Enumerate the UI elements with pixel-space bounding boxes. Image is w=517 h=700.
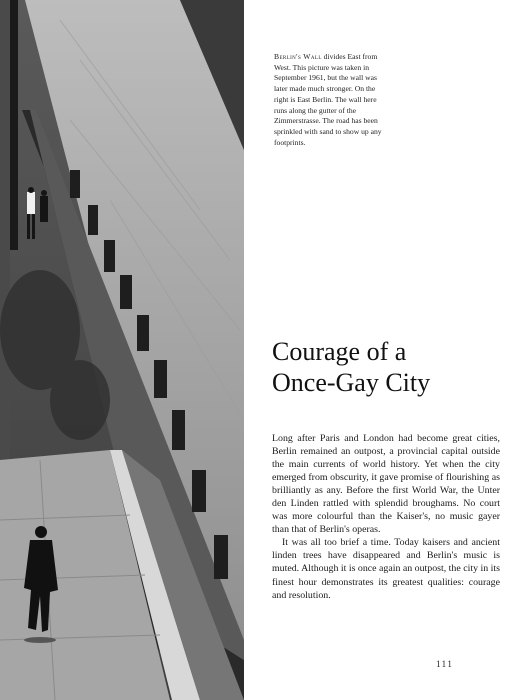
berlin-wall-photo: [0, 0, 244, 700]
page-number: 111: [436, 659, 454, 669]
caption-text: divides East from West. This picture was taken in September 1961, but the wall was later made much stronger. On the right is East Berlin. The wall here runs along the gutter of the Zimmerstrasse. The road has been sprinkled with sand to show up any footprints.: [274, 52, 382, 147]
article-headline: [272, 336, 502, 398]
headline-line-1: Courage of a: [272, 337, 407, 366]
photo-caption: [274, 52, 384, 148]
article-body: [272, 432, 500, 602]
body-paragraph-1: Long after Paris and London had become great cities, Berlin remained an outpost, a provincial capital outside the main currents of world history. Yet when the city emerged from obscurity, it gave promise of flourishing as brilliantly as any. Before the first World War, the Unter den Linden rattled with splendid broughams. No court was more colourful than the Kaiser's, no music gayer than that of Berlin's operas.: [272, 433, 500, 536]
headline-line-2: Once-Gay City: [272, 368, 431, 397]
caption-lead: Berlin's Wall: [274, 52, 322, 61]
body-paragraph-2: It was all too brief a time. Today kaisers and ancient linden trees have disappeared and Berlin's music is muted. Although it is once again an outpost, the city in its finest hour demonstrates its greatest qualities: courage and resolution.: [272, 537, 500, 601]
